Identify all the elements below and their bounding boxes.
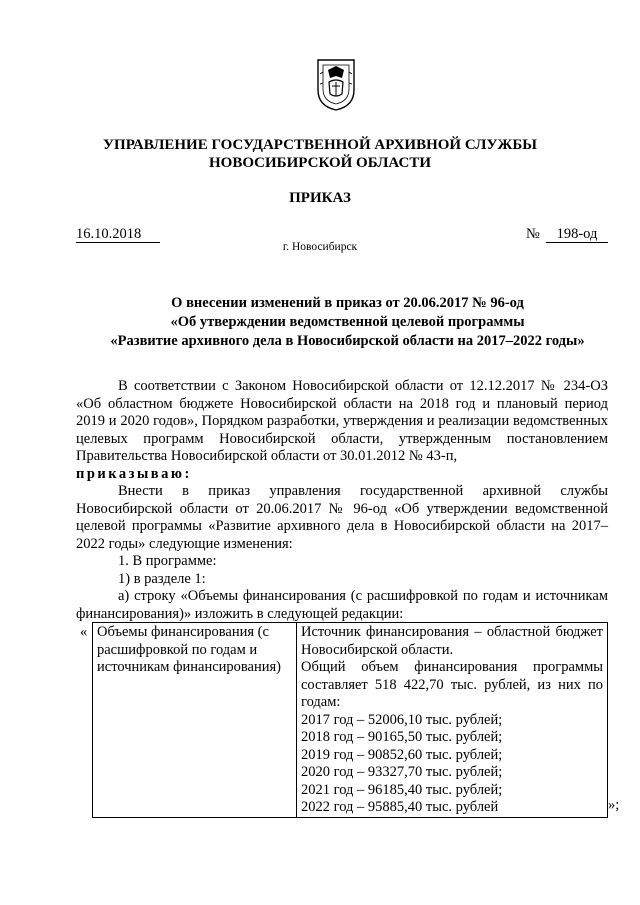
year-line: 2022 год – 95885,40 тыс. рублей — [301, 799, 499, 815]
year-line: 2020 год – 93327,70 тыс. рублей; — [301, 764, 503, 780]
subject-line-1: О внесении изменений в приказ от 20.06.2017 № 96-од — [171, 295, 524, 311]
number-sign: № — [526, 226, 540, 242]
document-type: ПРИКАЗ — [289, 190, 351, 206]
order-number: 198-од — [546, 226, 608, 243]
financing-total: Общий объем финансирования программы составляет 518 422,70 тыс. рублей, из них по годам: — [301, 659, 603, 710]
year-line: 2019 год – 90852,60 тыс. рублей; — [301, 746, 503, 763]
org-line-1: УПРАВЛЕНИЕ ГОСУДАРСТВЕННОЙ АРХИВНОЙ СЛУЖБЫ — [103, 137, 537, 153]
subject-line-2: «Об утверждении ведомственной целевой программы — [170, 314, 525, 330]
quote-open: « — [80, 624, 88, 640]
year-line: 2018 год – 90165,50 тыс. рублей; — [301, 729, 503, 745]
item-1: 1. В программе: — [118, 553, 217, 569]
financing-label-cell — [93, 623, 297, 818]
financing-detail-cell — [297, 623, 608, 818]
financing-label: Объемы финансирования (с расшифровкой по годам и источникам финансирования) — [97, 624, 282, 675]
financing-table — [92, 622, 608, 818]
amendment-paragraph: Внести в приказ управления государственной архивной службы Новосибирской области от 20.06.2017 № 96-од «Об утверждении ведомственной целевой программы «Развитие архивного дела в Новосибирской области на 2017–2022 годы» следующие изменения: — [76, 483, 608, 552]
year-line: 2021 год – 96185,40 тыс. рублей; — [301, 781, 503, 798]
table-row — [93, 623, 608, 818]
order-word: приказываю: — [76, 465, 192, 482]
order-subject — [60, 294, 635, 351]
year-line: 2017 год – 52006,10 тыс. рублей; — [301, 711, 503, 728]
preamble-paragraph: В соответствии с Законом Новосибирской области от 12.12.2017 № 234-ОЗ «Об областном бюджете Новосибирской области на 2018 год и плановый период 2019 и 2020 годов», Порядком разработки, утверждения и реализации ведомственных целевых программ Новосибирской области, утвержденным постановлением Правительства Новосибирской области от 30.01.2012 № 43-п, — [76, 378, 608, 464]
city: г. Новосибирск — [282, 241, 358, 253]
order-body — [76, 378, 608, 623]
order-date: 16.10.2018 — [76, 226, 160, 243]
item-a: а) строку «Объемы финансирования (с расшифровкой по годам и источникам финансирования)» изложить в следующей редакции: — [76, 588, 608, 622]
subject-line-3: «Развитие архивного дела в Новосибирской области на 2017–2022 годы» — [110, 333, 585, 349]
item-1-1: 1) в разделе 1: — [118, 570, 206, 587]
quote-close: »; — [608, 797, 620, 813]
financing-source: Источник финансирования – областной бюджет Новосибирской области. — [301, 624, 603, 658]
organization-name — [0, 136, 640, 172]
org-line-2: НОВОСИБИРСКОЙ ОБЛАСТИ — [208, 155, 432, 171]
coat-of-arms-emblem — [314, 56, 358, 112]
